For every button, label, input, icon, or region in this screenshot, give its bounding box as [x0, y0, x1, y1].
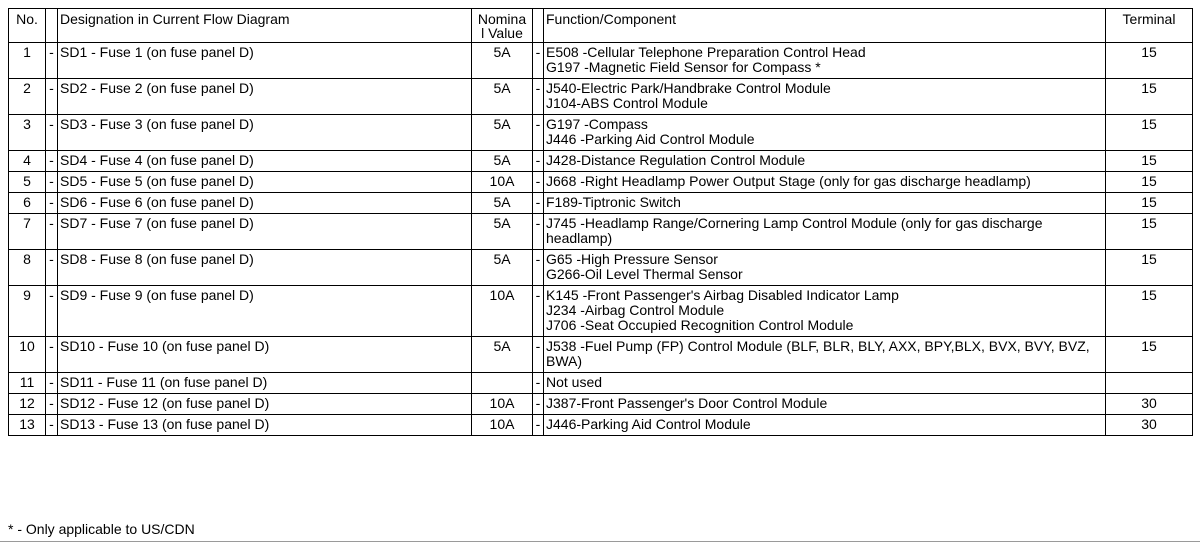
fuse-terminal: 15	[1106, 214, 1193, 250]
fuse-number: 11	[9, 373, 46, 394]
header-spacer	[46, 9, 58, 43]
table-row	[9, 214, 1193, 250]
divider	[0, 541, 1200, 542]
fuse-nominal-value: 10A	[472, 286, 533, 337]
fuse-function	[544, 115, 1106, 151]
fuse-nominal-value: 5A	[472, 337, 533, 373]
dash-separator: -	[533, 79, 544, 115]
dash-separator: -	[533, 250, 544, 286]
fuse-number: 12	[9, 394, 46, 415]
function-line: J668 -Right Headlamp Power Output Stage (only for gas discharge headlamp)	[546, 173, 1031, 189]
dash-separator: -	[533, 115, 544, 151]
footnote: * - Only applicable to US/CDN	[8, 521, 195, 537]
table-row	[9, 415, 1193, 436]
table-row	[9, 151, 1193, 172]
function-line: J387-Front Passenger's Door Control Module	[546, 395, 828, 411]
header-terminal: Terminal	[1106, 9, 1193, 43]
dash-separator: -	[46, 193, 58, 214]
fuse-nominal-value: 5A	[472, 250, 533, 286]
fuse-nominal-value: 5A	[472, 43, 533, 79]
fuse-nominal-value: 5A	[472, 193, 533, 214]
table-row	[9, 337, 1193, 373]
function-line: Not used	[546, 374, 603, 390]
fuse-terminal: 15	[1106, 43, 1193, 79]
dash-separator: -	[533, 172, 544, 193]
function-line: K145 -Front Passenger's Airbag Disabled Indicator Lamp	[546, 287, 899, 303]
dash-separator: -	[533, 394, 544, 415]
table-row	[9, 250, 1193, 286]
dash-separator: -	[46, 172, 58, 193]
dash-separator: -	[46, 79, 58, 115]
header-spacer	[533, 9, 544, 43]
header-no: No.	[9, 9, 46, 43]
header-designation: Designation in Current Flow Diagram	[58, 9, 472, 43]
fuse-nominal-value: 10A	[472, 415, 533, 436]
fuse-terminal: 15	[1106, 337, 1193, 373]
dash-separator: -	[533, 151, 544, 172]
dash-separator: -	[533, 214, 544, 250]
fuse-function	[544, 394, 1106, 415]
fuse-designation: SD1 - Fuse 1 (on fuse panel D)	[58, 43, 472, 79]
fuse-function	[544, 172, 1106, 193]
dash-separator: -	[533, 415, 544, 436]
fuse-designation: SD7 - Fuse 7 (on fuse panel D)	[58, 214, 472, 250]
fuse-nominal-value	[472, 373, 533, 394]
fuse-function	[544, 151, 1106, 172]
table-header-row	[9, 9, 1193, 43]
fuse-function	[544, 193, 1106, 214]
fuse-function	[544, 415, 1106, 436]
dash-separator: -	[46, 337, 58, 373]
header-function: Function/Component	[544, 9, 1106, 43]
fuse-terminal: 15	[1106, 172, 1193, 193]
table-row	[9, 394, 1193, 415]
fuse-number: 8	[9, 250, 46, 286]
fuse-terminal: 15	[1106, 79, 1193, 115]
dash-separator: -	[46, 43, 58, 79]
table-row	[9, 172, 1193, 193]
dash-separator: -	[46, 214, 58, 250]
dash-separator: -	[46, 394, 58, 415]
fuse-nominal-value: 10A	[472, 172, 533, 193]
function-line: G266-Oil Level Thermal Sensor	[546, 266, 743, 282]
fuse-number: 6	[9, 193, 46, 214]
function-line: F189-Tiptronic Switch	[546, 194, 681, 210]
table-row	[9, 43, 1193, 79]
table-row	[9, 115, 1193, 151]
fuse-designation: SD10 - Fuse 10 (on fuse panel D)	[58, 337, 472, 373]
fuse-function	[544, 337, 1106, 373]
table-row	[9, 286, 1193, 337]
fuse-number: 2	[9, 79, 46, 115]
fuse-function	[544, 214, 1106, 250]
header-nominal-value	[472, 9, 533, 43]
dash-separator: -	[533, 337, 544, 373]
function-line: J428-Distance Regulation Control Module	[546, 152, 806, 168]
fuse-number: 13	[9, 415, 46, 436]
dash-separator: -	[46, 151, 58, 172]
fuse-designation: SD9 - Fuse 9 (on fuse panel D)	[58, 286, 472, 337]
function-line: J540-Electric Park/Handbrake Control Module	[546, 80, 831, 96]
fuse-designation: SD8 - Fuse 8 (on fuse panel D)	[58, 250, 472, 286]
fuse-nominal-value: 5A	[472, 151, 533, 172]
fuse-designation: SD13 - Fuse 13 (on fuse panel D)	[58, 415, 472, 436]
function-line: J234 -Airbag Control Module	[546, 302, 725, 318]
dash-separator: -	[533, 286, 544, 337]
table-row	[9, 79, 1193, 115]
fuse-function	[544, 250, 1106, 286]
fuse-function	[544, 79, 1106, 115]
fuse-terminal: 15	[1106, 286, 1193, 337]
fuse-designation: SD12 - Fuse 12 (on fuse panel D)	[58, 394, 472, 415]
fuse-function	[544, 43, 1106, 79]
header-nominal-value-line1: Nomina	[477, 11, 527, 27]
fuse-number: 7	[9, 214, 46, 250]
function-line: G65 -High Pressure Sensor	[546, 251, 718, 267]
fuse-number: 9	[9, 286, 46, 337]
function-line: J538 -Fuel Pump (FP) Control Module (BLF, BLR, BLY, AXX, BPY,BLX, BVX, BVY, BVZ, BWA)	[546, 338, 1090, 369]
fuse-number: 10	[9, 337, 46, 373]
fuse-number: 1	[9, 43, 46, 79]
fuse-nominal-value: 5A	[472, 214, 533, 250]
dash-separator: -	[533, 193, 544, 214]
fuse-terminal: 15	[1106, 250, 1193, 286]
fuse-nominal-value: 10A	[472, 394, 533, 415]
function-line: J446-Parking Aid Control Module	[546, 416, 751, 432]
fuse-terminal: 15	[1106, 193, 1193, 214]
dash-separator: -	[533, 373, 544, 394]
fuse-function	[544, 373, 1106, 394]
fuse-designation: SD6 - Fuse 6 (on fuse panel D)	[58, 193, 472, 214]
fuse-terminal: 30	[1106, 415, 1193, 436]
table-row	[9, 373, 1193, 394]
fuse-number: 4	[9, 151, 46, 172]
table-row	[9, 193, 1193, 214]
dash-separator: -	[46, 286, 58, 337]
function-line: G197 -Magnetic Field Sensor for Compass *	[546, 59, 821, 75]
function-line: J706 -Seat Occupied Recognition Control Module	[546, 317, 854, 333]
fuse-designation: SD2 - Fuse 2 (on fuse panel D)	[58, 79, 472, 115]
fuse-nominal-value: 5A	[472, 79, 533, 115]
dash-separator: -	[46, 115, 58, 151]
fuse-function	[544, 286, 1106, 337]
fuse-number: 5	[9, 172, 46, 193]
fuse-terminal: 30	[1106, 394, 1193, 415]
fuse-terminal: 15	[1106, 151, 1193, 172]
header-nominal-value-line2: l Value	[481, 25, 523, 41]
fuse-number: 3	[9, 115, 46, 151]
table-body	[9, 43, 1193, 436]
function-line: J446 -Parking Aid Control Module	[546, 131, 755, 147]
dash-separator: -	[46, 415, 58, 436]
fuse-nominal-value: 5A	[472, 115, 533, 151]
fuse-table	[8, 8, 1193, 436]
fuse-terminal	[1106, 373, 1193, 394]
function-line: J745 -Headlamp Range/Cornering Lamp Control Module (only for gas discharge headlamp)	[546, 215, 1043, 246]
fuse-designation: SD4 - Fuse 4 (on fuse panel D)	[58, 151, 472, 172]
dash-separator: -	[533, 43, 544, 79]
dash-separator: -	[46, 373, 58, 394]
function-line: E508 -Cellular Telephone Preparation Control Head	[546, 44, 866, 60]
fuse-designation: SD5 - Fuse 5 (on fuse panel D)	[58, 172, 472, 193]
dash-separator: -	[46, 250, 58, 286]
fuse-designation: SD3 - Fuse 3 (on fuse panel D)	[58, 115, 472, 151]
function-line: G197 -Compass	[546, 116, 648, 132]
function-line: J104-ABS Control Module	[546, 95, 708, 111]
fuse-designation: SD11 - Fuse 11 (on fuse panel D)	[58, 373, 472, 394]
fuse-terminal: 15	[1106, 115, 1193, 151]
